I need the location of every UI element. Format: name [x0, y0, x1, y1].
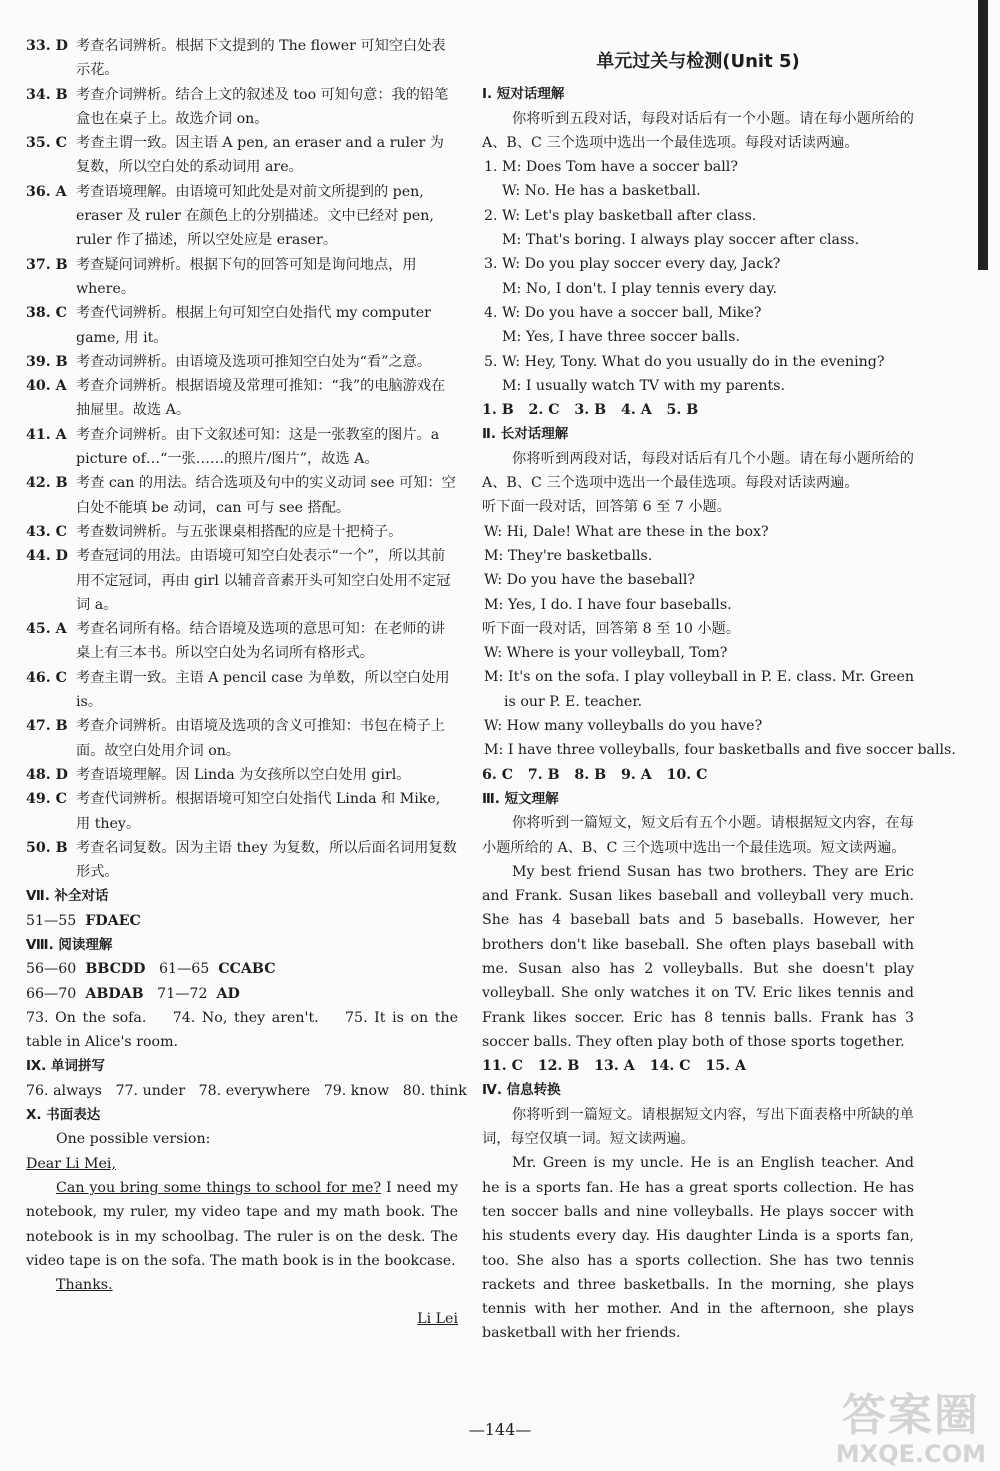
answer-letters: 1. B 2. C 3. B 4. A 5. B	[482, 402, 699, 419]
section-1-title: Ⅰ. 短对话理解	[482, 86, 565, 103]
answer-number: 34. B	[26, 86, 68, 103]
dialog-line: W: Do you have the baseball?	[484, 572, 695, 589]
answer-item	[26, 131, 458, 180]
unit-title: 单元过关与检测(Unit 5)	[596, 51, 800, 72]
answer-letters: FDAEC	[85, 912, 141, 929]
answer-letters: BBCDD	[85, 961, 146, 978]
answer-number: 41. A	[26, 426, 67, 443]
answer-item	[26, 520, 458, 544]
answer-explanations	[26, 34, 458, 884]
answer-letters: AD	[216, 985, 240, 1002]
section-3-answers	[482, 1054, 914, 1078]
watermark-text: 答案圈	[841, 1390, 980, 1442]
letter-closing	[26, 1273, 458, 1297]
section-3-passage: My best friend Susan has two brothers. They are Eric and Frank. Susan likes baseball and volleyball very much. She has 4 baseball bats and 5 baseballs. However, her brothers don't like baseball. She often plays baseball with me. Susan also has 2 volleyballs. But she doesn't play volleyball. She only watches it on TV. Eric likes tennis and Frank likes soccer. Eric has 8 tennis balls. Frank has 3 soccer balls. They often play both of those sports together.	[482, 863, 914, 1050]
answer-number: 46. C	[26, 669, 67, 686]
answer-explanation: 考查介词辨析。结合上文的叙述及 too 可知句意：我的铅笔盒也在桌子上。故选介词 on。	[76, 86, 449, 127]
dialog-line: W: How many volleyballs do you have?	[484, 718, 763, 735]
section-3-instructions: 你将听到一篇短文，短文后有五个小题。请根据短文内容，在每小题所给的 A、B、C 三个选项中选出一个最佳选项。短文读两遍。	[482, 815, 914, 856]
right-column	[482, 34, 956, 1346]
dialog-line: M: They're basketballs.	[484, 547, 653, 564]
answer-explanation: 考查介词辨析。由语境及选项的含义可推知：书包在椅子上面。故空白处用介词 on。	[76, 718, 445, 759]
answer-number: 45. A	[26, 621, 67, 638]
answer-letters: 11. C 12. B 13. A 14. C 15. A	[482, 1058, 746, 1075]
answer-item	[26, 34, 458, 83]
section-7-title: Ⅶ. 补全对话	[26, 888, 109, 905]
section-2-instructions: 你将听到两段对话，每段对话后有几个小题。请在每小题所给的 A、B、C 三个选项中选出一个最佳选项。每段对话读两遍。	[482, 450, 914, 492]
letter-body	[26, 1176, 458, 1273]
answer-explanation: 考查主谓一致。主语 A pencil case 为单数，所以空白处用 is。	[76, 669, 450, 711]
answer-explanation: 考查名词所有格。结合语境及选项的意思可知：在老师的讲桌上有三本书。所以空白处为名词所有格形式。	[76, 621, 445, 662]
section-8-title: Ⅷ. 阅读理解	[26, 936, 113, 953]
answer-explanation: 考查 can 的用法。结合选项及句中的实义动词 see 可知：空白处不能填 be 动词，can 可与 see 搭配。	[76, 475, 456, 516]
answer-explanation: 考查疑问词辨析。根据下句的回答可知是询问地点，用 where。	[76, 256, 417, 297]
answer-letters: 6. C 7. B 8. B 9. A 10. C	[482, 766, 708, 783]
answer-number: 33. D	[26, 38, 68, 54]
answer-explanation: 考查介词辨析。由下文叙述可知：这是一张教室的图片。a picture of…“一张……的照片/图片”，故选 A。	[76, 426, 440, 468]
answer-explanation: 考查数词辨析。与五张课桌相搭配的应是十把椅子。	[76, 523, 403, 540]
dialog-line: M: No, I don't. I play tennis every day.	[502, 280, 777, 297]
letter-salutation: Dear Li Mei,	[26, 1155, 116, 1172]
watermark-logo	[836, 1392, 986, 1467]
answer-74: 74. No, they aren't.	[172, 1009, 319, 1026]
answer-number: 47. B	[26, 718, 68, 735]
left-column	[26, 34, 467, 1332]
answer-range: 66—70	[26, 985, 77, 1002]
answer-letters: CCABC	[218, 961, 276, 978]
answer-number: 35. C	[26, 135, 67, 152]
answer-item	[26, 83, 458, 132]
page-number: —144—	[468, 1420, 532, 1439]
answer-number: 49. C	[26, 791, 67, 808]
page-edge-bar	[978, 0, 988, 270]
dialog-line: W: Hi, Dale! What are these in the box?	[484, 523, 769, 540]
dialog-line: M: That's boring. I always play soccer after class.	[502, 232, 860, 249]
short-dialogs	[482, 155, 914, 398]
dialog-line-text: M: It's on the sofa. I play volleyball in P. E. class. Mr. Green is our P. E. teacher.	[484, 669, 914, 710]
answer-item	[26, 836, 458, 885]
answer-number: 37. B	[26, 256, 68, 273]
answer-item	[26, 471, 458, 520]
answer-number: 42. B	[26, 475, 68, 492]
section-3-title: Ⅲ. 短文理解	[482, 790, 559, 807]
section-10-title: Ⅹ. 书面表达	[26, 1107, 101, 1124]
answer-number: 36. A	[26, 183, 67, 200]
dialog-1-lead: 听下面一段对话，回答第 6 至 7 小题。	[482, 499, 731, 516]
answer-number: 38. C	[26, 305, 67, 322]
answer-item	[26, 374, 458, 423]
answer-explanation: 考查名词复数。因为主语 they 为复数，所以后面名词用复数形式。	[76, 839, 457, 881]
answer-explanation: 考查冠词的用法。由语境可知空白处表示“一个”，所以其前用不定冠词，再由 girl 以辅音音素开头可知空白处用不定冠词 a。	[76, 548, 451, 613]
answer-item	[26, 763, 458, 787]
answer-explanation: 考查语境理解。因 Linda 为女孩所以空白处用 girl。	[76, 766, 411, 783]
dialog-line: M: I have three volleyballs, four basketballs and five soccer balls.	[484, 742, 956, 759]
dialog-line	[482, 665, 914, 714]
possible-version-label: One possible version:	[56, 1131, 211, 1148]
answer-item	[26, 544, 458, 617]
answer-number: 44. D	[26, 548, 68, 565]
answer-item	[26, 423, 458, 472]
section-4-passage: Mr. Green is my uncle. He is an English teacher. And he is a sports fan. He has a great sports collection. He has ten soccer balls and nine volleyballs. He plays soccer with his students every day. His daughter Linda is a sports fan, too. She also has a sports collection. She has two tennis rackets and three basketballs. In the morning, she plays tennis with her mother. And in the afternoon, she plays basketball with her friends.	[482, 1155, 914, 1342]
section-8-answers-row-2	[26, 982, 458, 1006]
letter-thanks: Thanks.	[56, 1277, 113, 1294]
answer-range: 51—55	[26, 912, 77, 929]
dialog-line: 3. W: Do you play soccer every day, Jack?	[484, 256, 781, 273]
letter-signature: Li Lei	[417, 1311, 458, 1328]
answer-73: 73. On the sofa.	[26, 1009, 147, 1026]
dialog-line: 2. W: Let's play basketball after class.	[484, 207, 757, 224]
dialog-line: 4. W: Do you have a soccer ball, Mike?	[484, 304, 762, 321]
section-9-title: Ⅸ. 单词拼写	[26, 1058, 105, 1075]
answer-explanation: 考查介词辨析。根据语境及常理可推知：“我”的电脑游戏在抽屉里。故选 A。	[76, 378, 446, 419]
dialog-line: 5. W: Hey, Tony. What do you usually do in the evening?	[484, 353, 885, 370]
dialog-line: W: No. He has a basketball.	[502, 183, 701, 200]
answer-item	[26, 714, 458, 763]
watermark-url: MXQE.COM	[835, 1439, 986, 1468]
answer-explanation: 考查代词辨析。根据上句可知空白处指代 my computer game, 用 it。	[76, 305, 431, 346]
answer-explanation: 考查语境理解。由语境可知此处是对前文所提到的 pen, eraser 及 ruler 在颜色上的分别描述。文中已经对 pen, ruler 作了描述，所以空处应是 eraser。	[76, 183, 434, 249]
answer-explanation: 考查名词辨析。根据下文提到的 The flower 可知空白处表示花。	[76, 38, 446, 79]
letter-rest: I need my notebook, my ruler, my video tape and my math book. The notebook is in my schoolbag. The ruler is on the desk. The video tape is on the sofa. The math book is in the bookcase.	[26, 1179, 458, 1269]
answer-number: 50. B	[26, 839, 68, 856]
section-4-title: Ⅳ. 信息转换	[482, 1082, 561, 1099]
answer-range: 71—72	[157, 985, 208, 1002]
answer-item	[26, 180, 458, 253]
dialog-line: 1. M: Does Tom have a soccer ball?	[484, 159, 738, 176]
answer-explanation: 考查主谓一致。因主语 A pen, an eraser and a ruler 为复数，所以空白处的系动词用 are。	[76, 135, 444, 176]
section-8-answers-row-1	[26, 957, 458, 981]
dialog-line: M: I usually watch TV with my parents.	[502, 377, 786, 394]
section-4-instructions: 你将听到一篇短文。请根据短文内容，写出下面表格中所缺的单词，每空仅填一词。短文读两遍。	[482, 1106, 914, 1148]
answer-item	[26, 787, 458, 836]
answer-range: 61—65	[159, 961, 210, 978]
answer-explanation: 考查动词辨析。由语境及选项可推知空白处为“看”之意。	[76, 353, 432, 370]
section-1-answers	[482, 398, 914, 422]
letter-first-sentence: Can you bring some things to school for me?	[56, 1179, 382, 1196]
answer-number: 40. A	[26, 378, 67, 395]
section-7-answers	[26, 909, 458, 933]
long-dialog-1	[482, 520, 914, 617]
answer-number: 39. B	[26, 353, 68, 370]
answer-range: 56—60	[26, 961, 77, 978]
section-1-instructions: 你将听到五段对话，每段对话后有一个小题。请在每小题所给的 A、B、C 三个选项中选出一个最佳选项。每段对话读两遍。	[482, 110, 914, 151]
answer-75: 75. It is on the table in Alice's room.	[26, 1009, 458, 1051]
answer-letters: ABDAB	[85, 985, 144, 1002]
answer-number: 43. C	[26, 523, 67, 540]
section-2-title: Ⅱ. 长对话理解	[482, 426, 569, 443]
section-9-answers: 76. always 77. under 78. everywhere 79. know 80. think	[26, 1082, 467, 1099]
section-2-answers	[482, 763, 914, 787]
answer-item	[26, 617, 458, 666]
answer-number: 48. D	[26, 766, 68, 783]
answer-item	[26, 666, 458, 715]
answer-item	[26, 301, 458, 350]
dialog-2-lead: 听下面一段对话，回答第 8 至 10 小题。	[482, 620, 740, 637]
answer-explanation: 考查代词辨析。根据语境可知空白处指代 Linda 和 Mike, 用 they。	[76, 791, 441, 832]
dialog-line: M: Yes, I have three soccer balls.	[502, 329, 741, 346]
answer-item	[26, 253, 458, 302]
section-8-short-answers	[26, 1006, 458, 1055]
answer-item	[26, 350, 458, 374]
dialog-line: M: Yes, I do. I have four baseballs.	[484, 596, 732, 613]
dialog-line: W: Where is your volleyball, Tom?	[484, 645, 728, 662]
